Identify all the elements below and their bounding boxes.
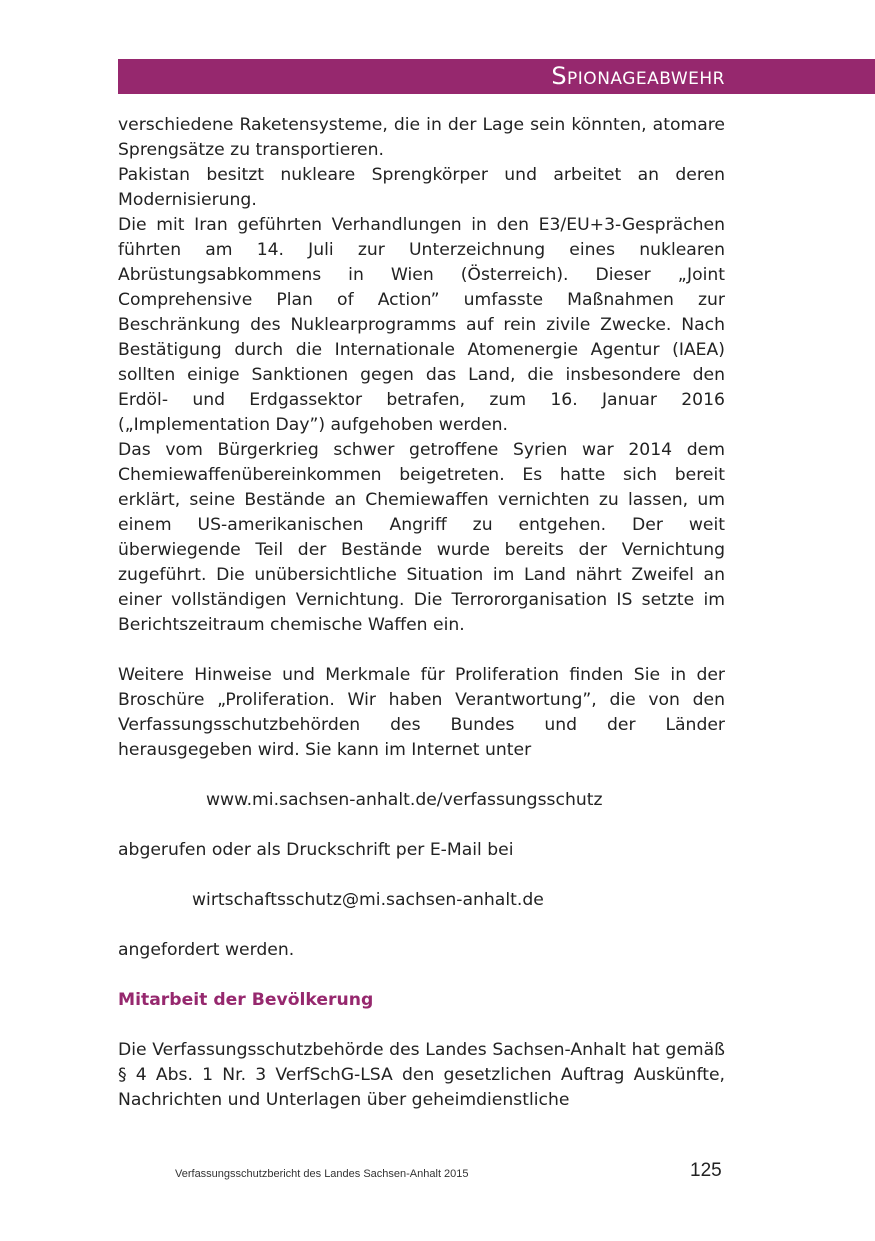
section-heading: Mitarbeit der Bevölkerung <box>118 990 374 1010</box>
paragraph-pakistan: Pakistan besitzt nukleare Sprengkörper und arbeitet an deren Modernisierung. <box>118 165 725 210</box>
paragraph-rockets: verschiedene Raketensysteme, die in der Lage sein könnten, atomare Sprengsätze zu transportieren. <box>118 115 725 160</box>
paragraph-retrieve: abgerufen oder als Druckschrift per E-Mail bei <box>118 840 514 860</box>
footer-report-title: Verfassungsschutzbericht des Landes Sachsen-Anhalt 2015 <box>175 1168 469 1180</box>
paragraph-syria: Das vom Bürgerkrieg schwer getroffene Syrien war 2014 dem Chemiewaffenübereinkommen beigetreten. Es hatte sich bereit erklärt, seine Bestände an Chemiewaffen vernichten zu lassen, um einem US-amerikanischen Angriff zu entgehen. Der weit überwiegende Teil der Bestände wurde bereits der Vernichtung zugeführt. Die unübersichtliche Situation im Land nährt Zweifel an einer vollständigen Vernichtung. Die Terrororganisation IS setzte im Berichtszeitraum chemische Waffen ein. <box>118 440 725 635</box>
paragraph-brochure: Weitere Hinweise und Merkmale für Proliferation finden Sie in der Broschüre „Proliferation. Wir haben Verantwortung”, die von den Verfassungsschutzbehörden des Bundes und der Länder herausgegeben wird. Sie kann im Internet unter <box>118 665 725 760</box>
paragraph-iran: Die mit Iran geführten Verhandlungen in den E3/EU+3-Gesprächen führten am 14. Juli zur Unterzeichnung eines nuklearen Abrüstungsabkommens in Wien (Österreich). Dieser „Joint Comprehensive Plan of Action” umfasste Maßnahmen zur Beschränkung des Nuklearprogramms auf rein zivile Zwecke. Nach Bestätigung durch die Internationale Atomenergie Agentur (IAEA) sollten einige Sanktionen gegen das Land, die insbesondere den Erdöl- und Erdgassektor betrafen, zum 16. Januar 2016 („Implementation Day”) aufgehoben werden. <box>118 215 725 435</box>
paragraph-request: angefordert werden. <box>118 940 295 960</box>
section-title: Spionageabwehr <box>551 62 725 90</box>
website-url[interactable]: www.mi.sachsen-anhalt.de/verfassungsschutz <box>206 790 603 810</box>
email-address[interactable]: wirtschaftsschutz@mi.sachsen-anhalt.de <box>192 890 544 910</box>
page-number: 125 <box>690 1160 722 1181</box>
paragraph-cooperation: Die Verfassungsschutzbehörde des Landes Sachsen-Anhalt hat gemäß § 4 Abs. 1 Nr. 3 VerfSchG-LSA den gesetzlichen Auftrag Auskünfte, Nachrichten und Unterlagen über geheimdienstliche <box>118 1040 725 1110</box>
page-content <box>118 113 725 1113</box>
section-header-bar <box>118 59 875 94</box>
